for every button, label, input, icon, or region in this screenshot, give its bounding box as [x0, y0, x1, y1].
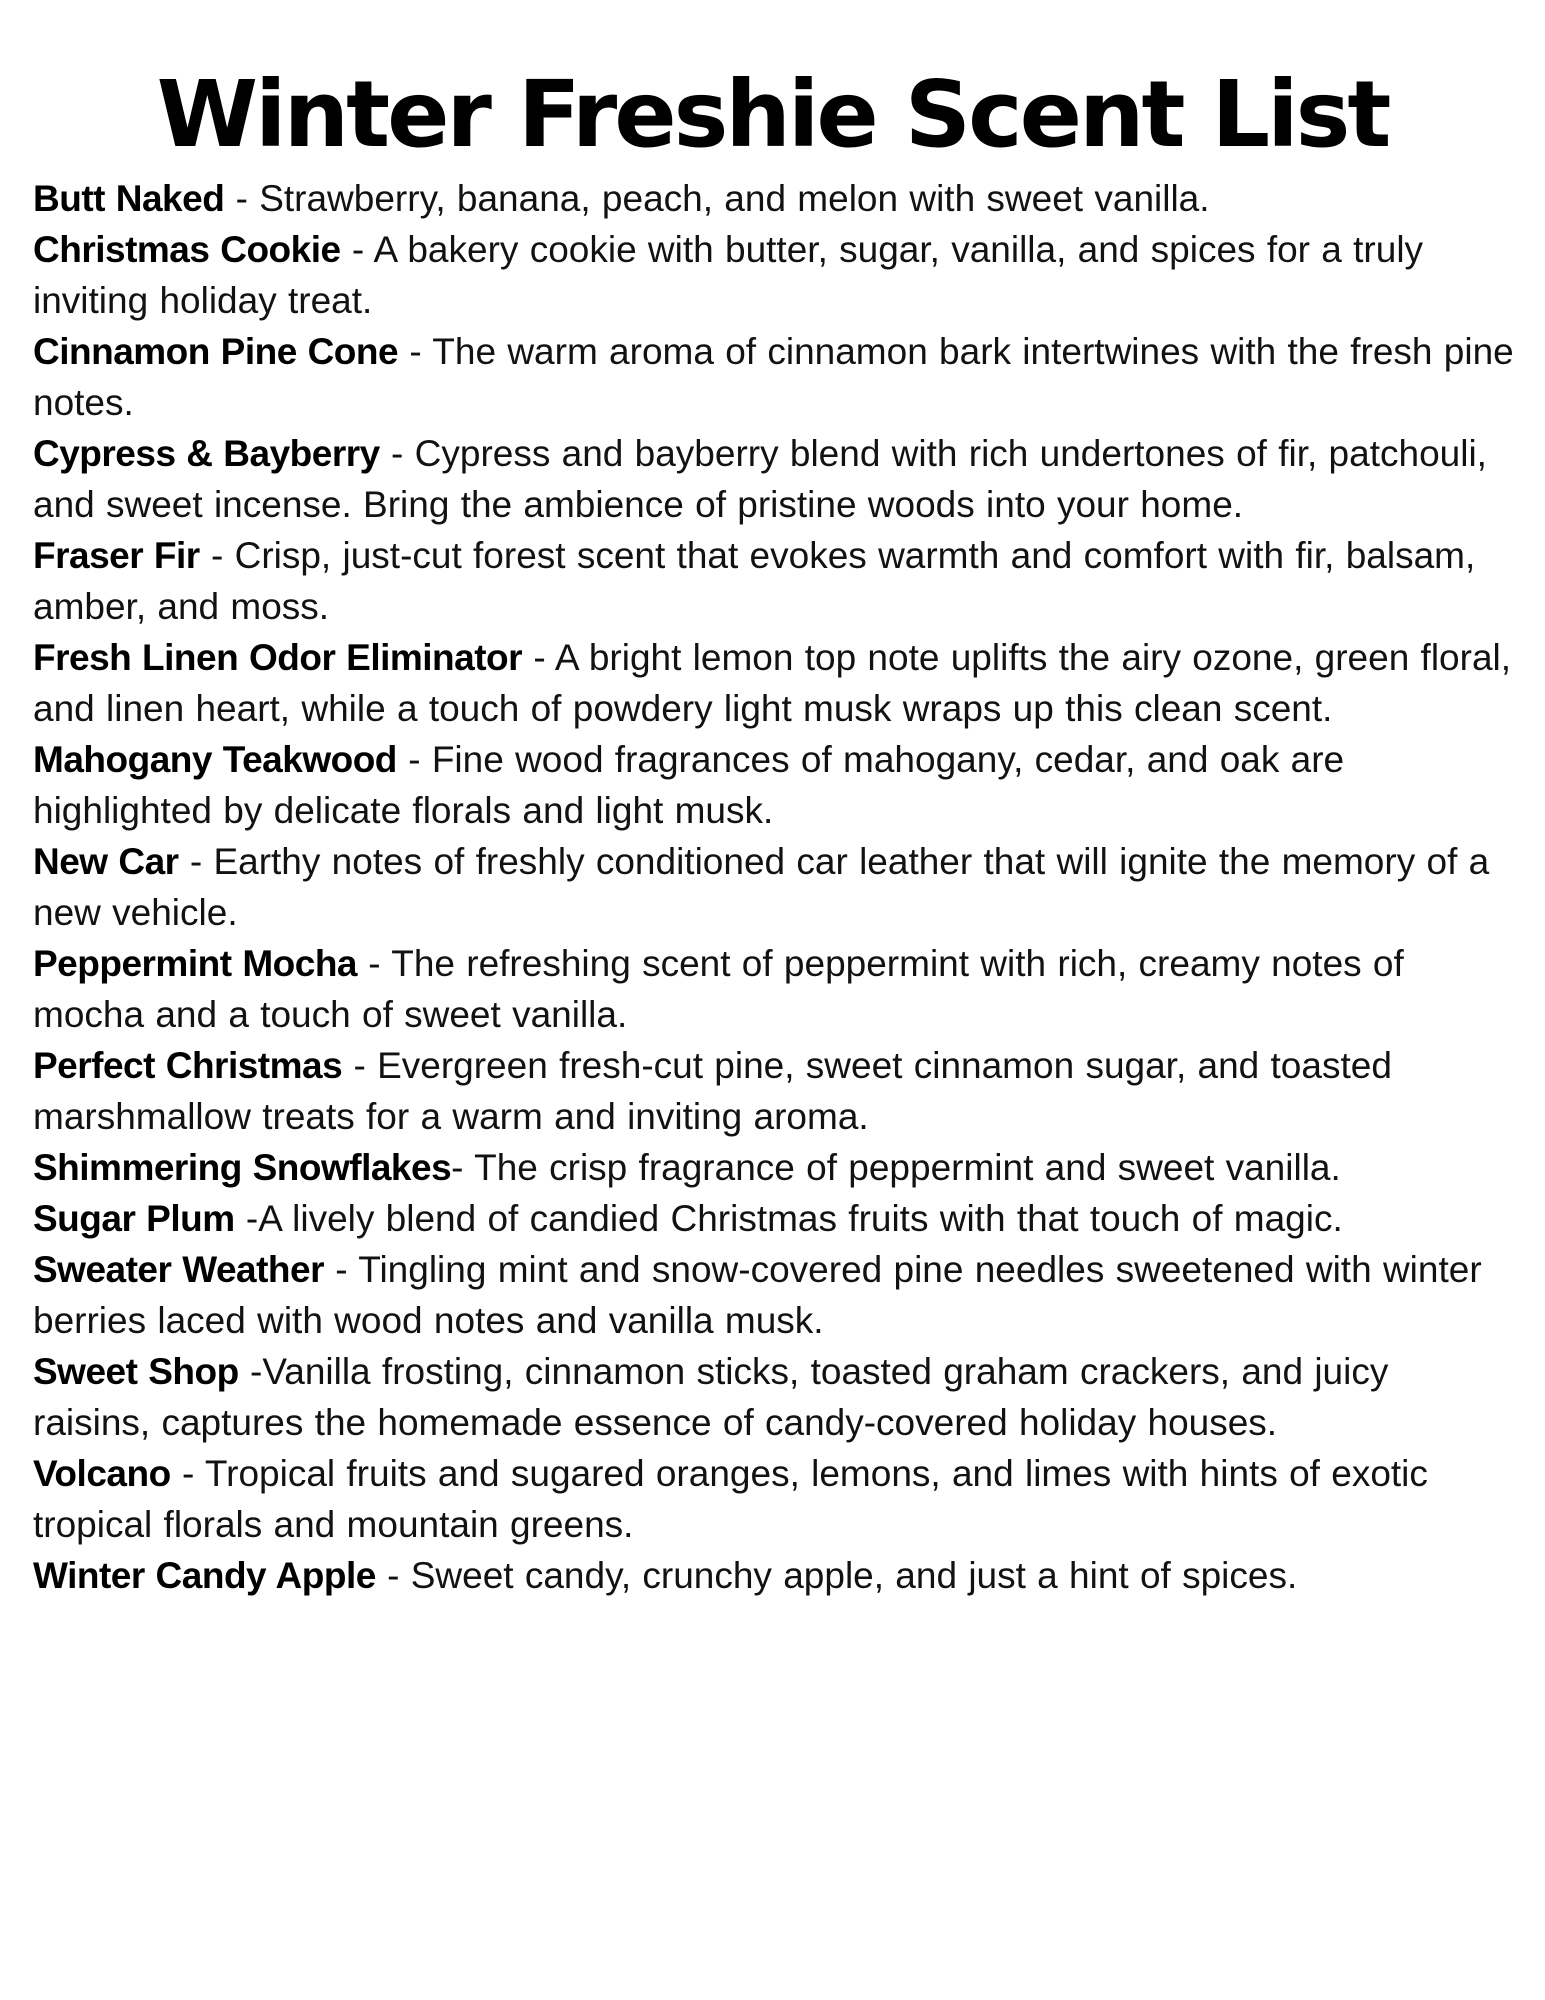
scent-entry: [33, 1448, 1515, 1550]
scent-separator: -: [396, 739, 432, 781]
scent-separator: -: [375, 1555, 411, 1597]
scent-description: A bakery cookie with butter, sugar, vanilla, and spices for a truly inviting holiday treat.: [33, 229, 1435, 322]
scent-description: Vanilla frosting, cinnamon sticks, toasted graham crackers, and juicy raisins, captures the homemade essence of candy-covered holiday houses.: [33, 1351, 1400, 1444]
scent-entry: [33, 1193, 1515, 1244]
scent-separator: -: [238, 1351, 263, 1393]
scent-description: Fine wood fragrances of mahogany, cedar, and oak are highlighted by delicate florals and light musk.: [33, 739, 1356, 832]
scent-name: Christmas Cookie: [33, 229, 341, 271]
scent-description: A bright lemon top note uplifts the airy ozone, green floral, and linen heart, while a touch of powdery light musk wraps up this clean scent.: [33, 637, 1523, 730]
scent-description: The refreshing scent of peppermint with rich, creamy notes of mocha and a touch of sweet vanilla.: [33, 943, 1416, 1036]
scent-entry: [33, 1346, 1515, 1448]
scent-description: The crisp fragrance of peppermint and sweet vanilla.: [474, 1147, 1341, 1189]
scent-description: Tingling mint and snow-covered pine needles sweetened with winter berries laced with wood notes and vanilla musk.: [33, 1249, 1493, 1342]
scent-separator: -: [342, 1045, 378, 1087]
scent-name: Winter Candy Apple: [33, 1555, 376, 1597]
scent-name: Fraser Fir: [33, 535, 200, 577]
scent-name: Fresh Linen Odor Eliminator: [33, 637, 523, 679]
scent-entry: [33, 1142, 1515, 1193]
scent-separator: -: [170, 1453, 205, 1495]
scent-description: Evergreen fresh-cut pine, sweet cinnamon sugar, and toasted marshmallow treats for a warm and inviting aroma.: [33, 1045, 1404, 1138]
scent-entry: [33, 1040, 1515, 1142]
scent-entry: [33, 530, 1515, 632]
scent-separator: -: [199, 535, 235, 577]
scent-separator: -: [451, 1147, 475, 1189]
scent-entry: [33, 938, 1515, 1040]
scent-entry: [33, 428, 1515, 530]
scent-separator: -: [234, 1198, 259, 1240]
scent-separator: -: [224, 178, 260, 220]
scent-description: Tropical fruits and sugared oranges, lemons, and limes with hints of exotic tropical florals and mountain greens.: [33, 1453, 1440, 1546]
scent-description: The warm aroma of cinnamon bark intertwines with the fresh pine notes.: [33, 331, 1526, 424]
scent-name: Peppermint Mocha: [33, 943, 357, 985]
scent-name: Sweet Shop: [33, 1351, 239, 1393]
scent-name: Sugar Plum: [33, 1198, 235, 1240]
scent-description: Sweet candy, crunchy apple, and just a hint of spices.: [410, 1555, 1298, 1597]
scent-description: Strawberry, banana, peach, and melon with sweet vanilla.: [259, 178, 1210, 220]
scent-description: A lively blend of candied Christmas fruits with that touch of magic.: [258, 1198, 1343, 1240]
scent-separator: -: [398, 331, 433, 373]
scent-description: Crisp, just-cut forest scent that evokes warmth and comfort with fir, balsam, amber, and moss.: [33, 535, 1487, 628]
scent-name: Mahogany Teakwood: [33, 739, 397, 781]
page-title: Winter Freshie Scent List: [156, 61, 1389, 168]
scent-name: Cinnamon Pine Cone: [33, 331, 399, 373]
scent-list: [0, 173, 1545, 1601]
scent-separator: -: [357, 943, 392, 985]
scent-entry: [33, 1244, 1515, 1346]
scent-separator: -: [522, 637, 555, 679]
scent-entry: [33, 1550, 1515, 1601]
scent-description: Cypress and bayberry blend with rich undertones of fir, patchouli, and sweet incense. Bring the ambience of pristine woods into your home.: [33, 433, 1499, 526]
scent-name: New Car: [33, 841, 179, 883]
scent-entry: [33, 734, 1515, 836]
scent-separator: -: [324, 1249, 359, 1291]
scent-name: Volcano: [33, 1453, 171, 1495]
scent-name: Butt Naked: [33, 178, 225, 220]
scent-name: Shimmering Snowflakes: [33, 1147, 452, 1189]
scent-entry: [33, 224, 1515, 326]
scent-name: Perfect Christmas: [33, 1045, 343, 1087]
scent-entry: [33, 326, 1526, 428]
scent-separator: -: [178, 841, 214, 883]
scent-separator: -: [340, 229, 374, 271]
scent-entry: [33, 632, 1523, 734]
scent-entry: [33, 836, 1515, 938]
scent-description: Earthy notes of freshly conditioned car leather that will ignite the memory of a new vehicle.: [33, 841, 1501, 934]
scent-separator: -: [379, 433, 415, 475]
scent-name: Sweater Weather: [33, 1249, 324, 1291]
scent-name: Cypress & Bayberry: [33, 433, 380, 475]
scent-entry: [33, 173, 1515, 224]
